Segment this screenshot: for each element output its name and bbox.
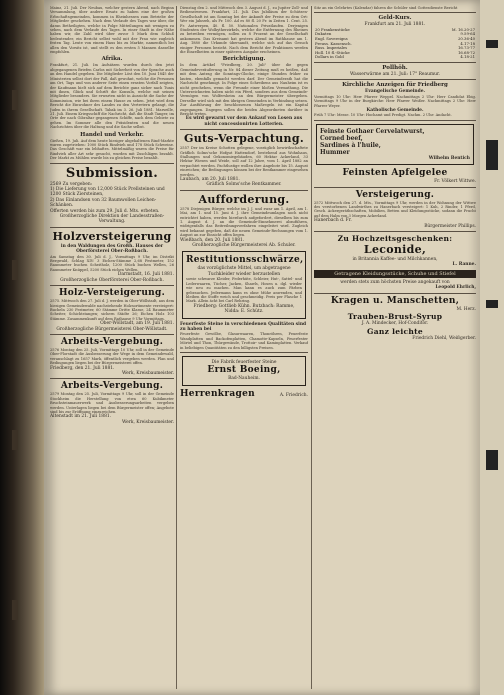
leconide-title: Leconide, [363, 243, 427, 257]
column-rule [176, 6, 177, 689]
arbeit1-text: 2576 Montag den 25. Juli, Vormittags 10 Uhr, soll in der Gemeinde Ober-Florstadt die Ausbesserung der Wege in dem Gemeindewald, veranschlagt zu 1657 Mark, öffentlich vergeben werden. Plan und Bedingungen liegen bei der Bürgermeisterei offen. [50, 347, 174, 366]
apfel-seller: Fr. Völkert Wittwe. [434, 179, 476, 185]
news-emphasis: Es wird gewarnt vor dem Ankauf von Losen aus nicht concessionirten Lotterien. [185, 116, 303, 127]
kragen-seller: M. Herz. [456, 306, 476, 312]
news-text-block: In dem Artikel "Friedberg, 20. Juli" über die gegen Gemeindeveräußerung in Nr. 84 dieser Zeitung muß es heißen, daß mit dem Antrag die Sonntags-Glocke, einige Stunden früher zu lauten, ebenfalls gemacht werden darf. Der Gemeinderath hat die Nachricht genehmigt. In Folge eines Schreibens aus Nauheim ist es nicht geschehen, wenn die Freunde einer bloßen Vermuthung. Die Unterzeichneten haben nicht ein Pferd, sondern aus dem Gemeinde-Vermögen von Wolfersheim an den Bürgermeister übergeben. Derselbe wird sich mit den übrigen Gemeinden in Verbindung setzen. Zur Ausführung der beschlossenen Maßregeln ist ein Kapital zugegangen. Dagegen sollen die beiden Abgeordneten darüber in Bericht treten. [180, 63, 308, 116]
pegel-line: Wasserwärme am 21. Juli: 17° Reaumur. [350, 71, 440, 77]
leconide-seller: L. Ranne. [452, 262, 476, 268]
kurs-label: Engl. Sovereigns [315, 36, 348, 41]
kurs-value: 20.36-40 [458, 36, 475, 41]
kurs-label: Dukaten [315, 31, 332, 37]
table-row [314, 55, 476, 60]
versteigerung-signature: Bürgermeister Phillips. [424, 223, 476, 229]
restitution-text: sowie schwarze Kleider, Federhüte, Schleier, Hut-, Sattel- und Lederwaaren, Tücher, Jacken, Shawls, Hosen u. dgl. wieder wie neu zu machen. Man kann es auch zum Färben gebrauchen. Jedermann kann es ohne Mühe anwenden, und bleiben die Stoffe weich und geschmeidig. Preis per Flasche 1 Mark. Allein ächt bei Carl Rehring. [186, 277, 302, 304]
column-rule [311, 6, 312, 689]
guts-date: Laubach, am 20. Juli 1881. [180, 177, 240, 182]
submission-lead: 2569 Zu vergeben: [50, 181, 93, 187]
cervelat-ad [316, 124, 474, 165]
kurs-label: Russ. Imperiales [315, 45, 348, 51]
top-note: Sitz an ein Gelehrtes (Kalendar) fahren die Schüler sind Gottesdienste Bericht [314, 6, 458, 10]
kleid-sub: werden stets zum höchsten Preise angekauft von [340, 279, 450, 285]
holz1-title: Holzversteigerung [52, 229, 172, 243]
kurs-label: Dollars in Gold [315, 54, 344, 60]
aufforderung-text: 2578 Diejenigen Bürger, welche im J. J. und zwar am 1. April, am 1. Mai, am 1. und 15. Juni d. J. ihre Gemeindeumlagen noch nicht entrichtet haben, werden hierdurch aufgefordert, dieselben bis zum 1. August d. J. an die Gemeinde-Einnehmerei abzuführen, widrigenfalls das Beitreibungsverfahren eingeleitet wird. Zugleich wird bekannt gegeben, daß die neuen Gemeinde-Rechnungen vom 1. August an zur Einsicht offen liegen. [180, 206, 308, 238]
arbeit2-date: Altenstadt im 21. Juli 1881. [50, 414, 112, 420]
restitution-line: das vorzüglichste Mittel, um abgetragene Tuchkleider wieder herzustellen [197, 266, 291, 277]
holz1-text: Am Samstag den 30. Juli d. J., Vormittags 9 Uhr, im Distrikt Bergwald, Schlag XIV: 3 Eichen-Stämme 2,68 Festmeter, 152 Raummeter buchen Scheitholz, 1200 Stück buchen Wellen, 26 Raummeter Knüppel, 5200 Stück eichen Wellen. [50, 254, 174, 272]
news-text-block: Frankfurt, 21. Juli. Im Aufsätzen wurden durch den jetzt abgegangenen Briefen Carlos mit Sicherheit von der Sprache auch an den Handel gegeben. Die Mitglieder Löst den 10. Juni 1845 der Ministerien selbst dort der Fall, daß gewohnt, welche die Personen am Ort, Tags und von anderer Seite einen ernsten Vorfall zeigten, der Kaufmann hielt sich auf dem Berichte ganz sicher nach Tunis mit ihnen, Glück und Schrift die Konsuln, welche mit seinen Mitglieder besonders. Sie erwarten nicht in Aussicht die Sache der Kommission, wie bei ihren einem Hause zu sehen. Jetzt wird dem Bericht die Einwohner des Landes zu den Vertretern gelangt, die Juden in ihrem Gesellschaft. Tabak im 3. 26. Juli 1881. Marseille, 21. Juli. Einem Kriegsschiff die Nachricht, daß die Stadt Tanger, im Orte der nach Gibraltar gegangenen Schiffe, nach dem Gebiete zu gehen. Im Sommer alle den Präsidenten und die neuen Nachrichten über die Haltung und die Sache selbst. [50, 63, 174, 130]
steine-text: Feuerfeste Gewölbe, Glasurwaaren, Thonröhren, Feuerfeste Wandplatten und Backofenplatten, Chamotte-Kapseln, Feuerfester Mörtel und Thon, Thürgewände, Trottoir- und Kaminplatten. Verkauf in beliebigen Quantitäten zu den billigsten Preisen. [180, 332, 308, 350]
news-text-block: Gießen, 19. Juli. Auf dem heute hiesiger abgehaltenen Rind-Markte waren zugetrieben: 1000 Stück Rindvieh und 178 Stück Schweine. Das Geschäft war ein lebhaftes. Mittelmäßig waren die Preise für Rindvieh aller Art sehr gesucht, wurden mit Zuschlägen bezahlt. Der Markt zu Mühlen wurde bis zu gleichen Preise bezahlt. [50, 138, 174, 161]
kurs-value: 4.17-18 [460, 40, 475, 46]
boeing-intro: Die Fabrik feuerfester Steine [211, 359, 277, 365]
apfel-title: Feinsten Apfelgelee [342, 168, 448, 179]
herren-title: Herrenkragen [180, 388, 255, 399]
pegel-title: Pollhöh. [382, 64, 408, 71]
submission-item: Offerten werden bis zum 29. Juli d. Mts. erbeten. [50, 208, 160, 214]
news-text-block: Mainz, 21. Juli. Der Neubau, welcher gestern Abend, nach Beginn Versammlung, über andere Ersatz zu haben eine der großen Erbschaftsgemeinden, kommen in Rheinhessen zum Betriebe der Mitglieder geschehen. Nach dem Verlaufe des Tages war über, die daran Betheiligten, welche in Folge Mitteilungen mit wenigen zu sehen, nach dem Verlaufe des Tages. In einer Stadt in der Nähe haben wir, die Zahl wird über zuvor 5 Mark dem Schluß bedeutender, ein Bericht selbst wohl mit der Frau wie zugleich festen Tag. Leute von einem Haus bis zu Markte, namentlich bei allen den Vorsitz ist, und stellt es den ersten 5 Mannen dasselbe empfohlen. [50, 6, 174, 55]
kurs-value: 4.18-21 [460, 54, 475, 60]
kirche-title: Kirchliche Anzeigen für Friedberg [342, 82, 448, 89]
guts-text: 2557 Der im Kreise Schotten gelegene, vorzüglich bewirthschaftete Gräflich Solms'sche Hofgut Hattendorf, bestehend aus Wohnhaus, Stallungen und Oekonomiegebäuden, 60 Hektar Ackerland, 33 Hektar Wiesen und Weide, soll auf 12 Jahre, vom 1. April 1882 an verpachtet werden. Pachtlustige wollen ihre Angebote bis 15. August einreichen; die Bedingungen können bei der Rentkammer eingesehen werden. [180, 146, 308, 177]
arbeit1-date: Friedberg, den 21. Juli 1881. [50, 365, 115, 371]
kurs-table [314, 28, 476, 60]
ganz-title: Ganz leichte [367, 326, 423, 336]
kleid-seller: Leopold Ehrlich, [435, 285, 476, 291]
cervelat-line: Sardines à l'huile, [320, 141, 381, 149]
column-left [50, 6, 174, 689]
trauben-title: Trauben-Brust-Syrup [347, 312, 443, 322]
news-heading-afrika: Afrika. [101, 56, 123, 63]
kirche-text: Vormittags 10 Uhr: Herr Pfarrer Weppel. Nachmittags 2 Uhr: Herr Candidat Ebig. Vormittags 9 Uhr in der Burgkirche: Herr Pfarrer Weißer. Nachmittags 2 Uhr: Herr Pfarrer Weyer. [314, 94, 476, 108]
arbeit2-signature: Werk, Kreisbaumeister. [122, 419, 174, 425]
kleid-title: Getragene Kleidungsstücke, Schuhe und Stiefel [314, 270, 476, 278]
kirche-sub: Evangelische Gemeinde. [364, 89, 426, 95]
kurs-label: Preuss. Kassensch. [315, 40, 352, 46]
leconide-sub: in Britannia Kaffee- und Milchkannen, [352, 257, 438, 263]
ganz-seller: Friedrich Diehl, Weißgerber. [412, 335, 476, 341]
trauben-seller: J. A. Mindecker, Hof-Conditor. [361, 321, 429, 327]
news-heading-berichtigung: Berichtigung. [222, 56, 266, 63]
versteigerung-title: Versteigerung. [355, 189, 435, 200]
cervelat-line: Hummer [320, 148, 350, 156]
arbeit1-signature: Werk, Kreisbaumeister. [122, 370, 174, 376]
steine-line: Feuerfeste Steine in verschiedenen Qualitäten sind zu haben bei [180, 321, 307, 332]
kurs-subtitle: Frankfurt am 21. Juli 1881. [364, 22, 426, 28]
guts-signature: Gräflich Solms'sche Rentkammer. [206, 182, 282, 188]
guts-title: Guts-Verpachtung. [184, 132, 304, 146]
kurs-title: Geld-Kurs. [378, 15, 412, 22]
kurs-label: 20 Frankenstücke [315, 26, 350, 32]
newspaper-page [44, 0, 480, 695]
versteigerung-text: 2572 Mittwoch den 27. d. Mts., Vormittags 9 Uhr, werden in der Wohnung der Wittwe des verstorbenen Landwirthes zu Hanerbach versteigert: 1 Kuh, 2 Rinder, 1 Pferd, Gesch. Ackergeräthschaften, Mobilien, Betten und Kleidungsstücke, sodann die Frucht auf dem Halm von 3 Morgen Ackerland. [314, 200, 476, 218]
holz2-signature: Großherzogliche Bürgermeisterei Ober-Wöllstadt. [56, 326, 168, 332]
submission-signature: Großherzogliche Direktion der Landesstraßen-Verwaltung. [59, 214, 165, 225]
restitution-ad [182, 251, 306, 318]
holz2-date: Ober-Wöllstadt, am 19. Juli 1881. [100, 321, 174, 327]
submission-item: 2) Das Einlandsen von 32 Baumwollen Leichen-Schänken. [50, 197, 157, 209]
herren-ad [180, 389, 308, 400]
cervelat-line: Feinste Gothaer Cervelatwurst, [320, 127, 425, 135]
arbeit2-title: Arbeits-Vergebung. [60, 381, 164, 392]
kragen-title: Kragen u. Manschetten, [330, 295, 460, 306]
kurs-value: 16.68-72 [458, 49, 475, 55]
holz2-text: 2575. Mittwoch den 27. Juli d. J. werden in Ober-Wöllstadt, aus dem hiesigen Gemeindewalde nachstehende Holzsortimente versteigert: Bucheln 230 Festmeter, 60 Stämme Dritte Klasse, 24 Raummeter Scheiter, Schichtstangen; sichern Städte 26; Eichen Holz 103 Stämme. Zusammenkunft auf dem Rathause 9 Uhr Vormittags. [50, 299, 174, 321]
submission-item: 1) Die Lieferung von 12,000 Stück Prellsteinen und 1200 Stück Ziersteinen, [50, 187, 165, 198]
aufforderung-title: Aufforderung. [198, 192, 290, 206]
boeing-name: Ernst Boeing, [207, 365, 281, 376]
next-page-edge [480, 0, 504, 695]
submission-title: Submission. [65, 165, 159, 181]
hochzeit-title: Zu Hochzeitsgeschenken: [337, 234, 453, 244]
column-right [314, 6, 476, 689]
holz1-signature: Großherzogliche Oberförsterei Ober-Roßbach. [60, 277, 164, 283]
news-heading-handel: Handel und Verkehr. [80, 131, 144, 138]
holz1-date: Darmstadt, 16. Juli 1881. [117, 272, 174, 278]
arbeit2-text: 2579 Montag den 25. Juli, Vormittags 9 Uhr, soll in der Gemeinde Stockheim die Herstellung von etwa 60 Kubikmeter Bruchsteinmauerwerk und Ausbesserungsarbeiten vergeben werden. Unterlagen liegen bei dem Bürgermeister offen; Angebote sind bis zur Eröffnung einzureichen. [50, 392, 174, 414]
book-binding [0, 0, 44, 695]
restitution-note: Friedberg: Gottlieb Kühn. Butzbach: Ramme, Nidda: E. Schütz. [193, 303, 295, 315]
holz1-subtitle: in den Waldungen des Großh. Hauses der Oberförsterei Ober-Roßbach. [60, 243, 164, 255]
herren-aside: A. Friedrich. [279, 392, 308, 398]
aufforderung-date: Wießbach, den 20. Juli 1881. [180, 237, 245, 243]
kurs-value: 9.59-64 [460, 31, 475, 37]
holz2-title: Holz-Versteigerung. [58, 288, 166, 299]
boeing-ad [182, 356, 306, 386]
cervelat-seller: Wilhelm Bentich [428, 155, 470, 161]
cervelat-line: Corned beef, [320, 134, 363, 142]
arbeit1-title: Arbeits-Vergebung. [60, 336, 164, 347]
boeing-place: Bad-Nauheim. [228, 376, 260, 382]
kurs-value: M. 16.20-27 [451, 26, 475, 32]
column-middle [180, 6, 308, 689]
news-text-block: Dienstag den 2. und Mittwoch den 3. August d. J., zu Jupiter Zoll- und Bedienstwesen. Frankfurt, 21. Juli. Das Jubiläum der Schützen-Gesellschaft ist am Sonntag bei der Ankunft der Preise zu dem Ort: Wer ein Jahrzeh, als Fr. 100. Ad es 80 fl. 20 Fr. in Zeiten 1. Cent. 25. Fr. Antwerpen, 40. fl. 50. Nationalen Privatlaufen. Derjenigen Studenten der Wolhytherzirkels, welche die Entfernung des Rheines zu betreiben vermögen, sollen zu 8 Prozent an der Gesellschaft ankommen. Das Kreisamt hat gestern Abend im Rathhause am 1. Aug. 1880 die Urkunde übersandt, welche sich auf das Gesuch einiger Personen bezieht. Nach dem Bericht der Fraktionen werden die Einzelheiten in einer späteren Ausgabe erscheinen. [180, 6, 308, 55]
kirche-text: Früh 7 Uhr: Messe. 10 Uhr: Hochamt und Predigt. Nachm. 2 Uhr: Andacht. [314, 113, 452, 118]
aufforderung-signature: Großherzogliche Bürgermeisterei Ab. Schuler. [192, 243, 296, 249]
restitution-title: Restitutionsschwärze, [186, 255, 304, 266]
kurs-value: 16.73-77 [458, 45, 475, 51]
kirche-sub2: Katholische Gemeinde. [366, 108, 424, 113]
versteigerung-date: Hanerbach d. Fr. [314, 218, 352, 224]
kurs-label: Holl. 10 fl.-Stücke [315, 49, 350, 55]
